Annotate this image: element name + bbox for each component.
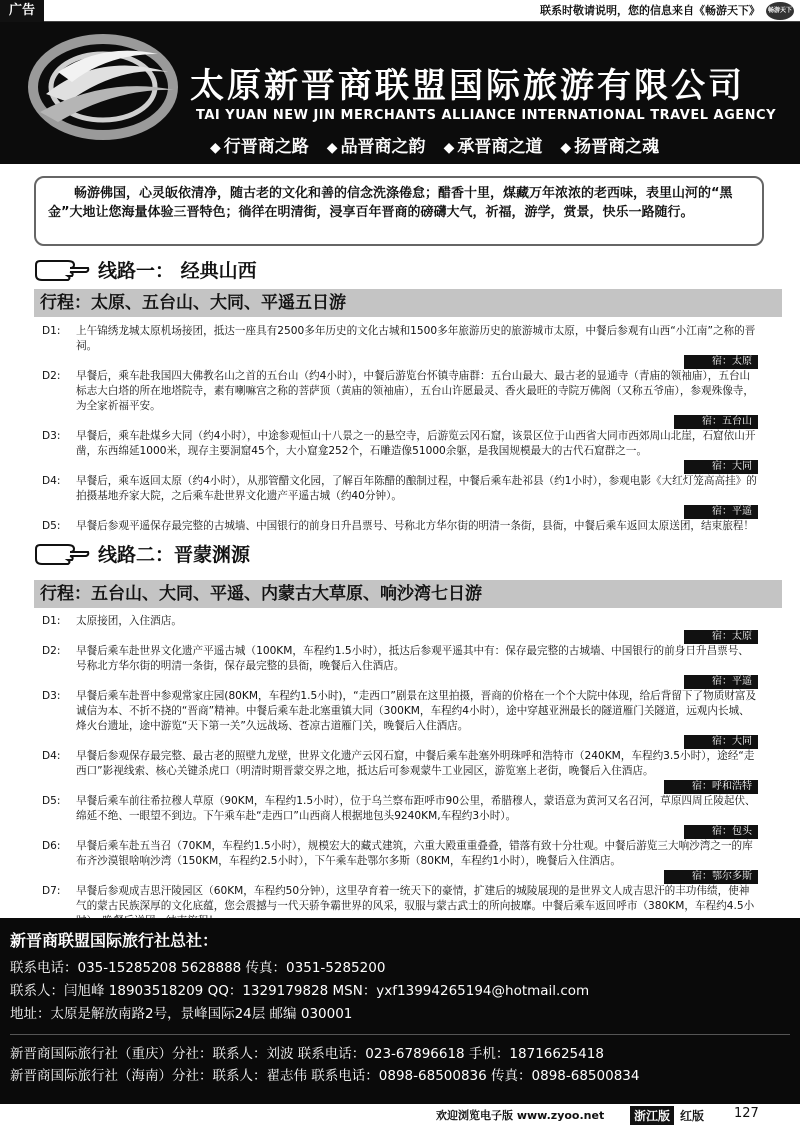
stay-badge-row xyxy=(76,354,758,369)
stay-badge-row xyxy=(76,824,758,839)
slogan-row xyxy=(210,132,659,157)
route1-title-text: 线路一： 经典山西 xyxy=(98,260,257,282)
slogan-item: ◆ 扬晋商之魂 xyxy=(560,132,659,157)
day-item xyxy=(34,839,762,884)
hq-phone: 联系电话：035-15285208 5628888 传真：0351-5285200 xyxy=(10,960,386,976)
day-text: 早餐后，乘车赴煤乡大同（约4小时），中途参观恒山十八景之一的悬空寺，后游览云冈石窟，该景区位于山西省大同市西郊周山北崖，石窟依山开凿，东西绵延1000米，现存主要洞窟45个，大小窟龛252个，石雕造像51000余躯，是我国规模最大的古代石窟群之一。 xyxy=(76,430,756,457)
day-text: 早餐后，乘车返回太原（约4小时），从那管醋文化园，了解百年陈醋的酿制过程，中餐后乘车赴祁县（约1小时），参观电影《大红灯笼高高挂》的拍摄基地乔家大院，之后乘车赴世界文化遗产平遥古城（约40分钟）。 xyxy=(76,475,757,502)
day-item xyxy=(34,794,762,839)
hq-contact: 联系人：闫旭峰 18903518209 QQ：1329179828 MSN：yxf13994265194@hotmail.com xyxy=(10,983,590,999)
day-description xyxy=(76,369,762,429)
day-description xyxy=(76,794,762,839)
stay-badge: 宿：鄂尔多斯 xyxy=(664,870,758,884)
pointing-hand-icon xyxy=(34,257,90,283)
stay-badge-row xyxy=(76,779,758,794)
company-header xyxy=(0,22,800,164)
slogan-item: ◆ 承晋商之道 xyxy=(444,132,543,157)
day-description xyxy=(76,749,762,794)
day-label: D6: xyxy=(42,840,61,852)
day-text: 早餐后乘车赴世界文化遗产平遥古城（100KM，车程约1.5小时），抵达后参观平遥其中有：保存最完整的古城墙、中国银行的前身日升昌票号、号称北方华尔街的明清一条街，保存最完整的县衙，晚餐后入住酒店。 xyxy=(76,645,749,672)
ad-label: 广告 xyxy=(0,0,44,22)
day-text: 早餐后，乘车赴我国四大佛教名山之首的五台山（约4小时），中餐后游览台怀镇寺庙群：五台山最大、最古老的显通寺（青庙的领袖庙），五台山标志大白塔的所在地塔院寺，素有喇嘛宫之称的菩萨顶（黄庙的领袖庙），五台山许愿最灵、香火最旺的寺院万佛阁（又称五爷庙），参观殊像寺，为全家祈福平安。 xyxy=(76,370,754,412)
slogan-item: ◆ 行晋商之路 xyxy=(210,132,309,157)
bottom-strip xyxy=(0,1104,800,1126)
day-label: D5: xyxy=(42,520,61,532)
day-item xyxy=(34,749,762,794)
day-description xyxy=(76,644,762,689)
route2-title-text: 线路二：晋蒙渊源 xyxy=(98,544,251,566)
region-badge: 浙江版 xyxy=(630,1106,674,1125)
day-description xyxy=(76,839,762,884)
stay-badge: 宿：平遥 xyxy=(684,675,758,689)
day-text: 早餐后参观成吉思汗陵园区（60KM，车程约50分钟），这里孕育着一统天下的豪情，扩建后的城陵展现的是世界文人成吉思汗的丰功伟绩，使神气的蒙古民族深厚的文化底蕴，您会震撼与一代天骄争霸世界的风采，驭服与蒙古武士的所向披靡。中餐后乘车返回呼市（380KM，车程约4.5小 xyxy=(76,885,755,912)
stay-badge: 宿：大同 xyxy=(684,460,758,474)
day-description xyxy=(76,689,762,749)
day-label: D4: xyxy=(42,750,61,762)
route1-title xyxy=(34,256,257,283)
day-text: 早餐后参观保存最完整、最古老的照壁九龙壁，世界文化遗产云冈石窟，中餐后乘车赴塞外明珠呼和浩特市（240KM，车程约3.5小时），途经“走西口”影视线索、核心关键杀虎口（明清时期晋蒙交界之地，抵达后可参观蒙牛工业园区，游览塞上老街，晚餐后入住酒店。 xyxy=(76,750,755,777)
route2-day-list xyxy=(34,614,762,929)
contact-footer xyxy=(0,918,800,1104)
company-name-cn: 太原新晋商联盟国际旅游有限公司 xyxy=(190,66,745,106)
stay-badge-row xyxy=(76,674,758,689)
hq-address: 地址：太原是解放南路2号，景峰国际24层 邮编 030001 xyxy=(10,1006,353,1022)
day-text: 早餐后参观平遥保存最完整的古城墙、中国银行的前身日升昌票号、号称北方华尔街的明清一条街，县衙，中餐后乘车返回太原送团，结束旅程！ xyxy=(76,520,754,532)
stay-badge: 宿：包头 xyxy=(684,825,758,839)
day-description xyxy=(76,519,762,534)
day-item xyxy=(34,324,762,369)
day-label: D3: xyxy=(42,690,61,702)
day-label: D2: xyxy=(42,645,61,657)
stay-badge: 宿：呼和浩特 xyxy=(664,780,758,794)
top-strip xyxy=(0,0,800,22)
browse-notice: 欢迎浏览电子版 www.zyoo.net xyxy=(436,1109,605,1122)
route2-itinerary: 行程：五台山、大同、平遥、内蒙古大草原、响沙湾七日游 xyxy=(34,580,782,608)
intro-box: 畅游佛国，心灵皈依清净，随古老的文化和善的信念洗涤倦怠；醋香十里，煤藏万年浓浓的老西味，表里山河的“黑金”大地让您海量体验三晋特色；徜徉在明清街，浸享百年晋商的磅礴大气，祈福，游学，赏景，快乐一路随行。 xyxy=(34,176,764,246)
stay-badge: 宿：太原 xyxy=(684,355,758,369)
day-item xyxy=(34,429,762,474)
source-notice: 联系时敬请说明，您的信息来自《畅游天下》 xyxy=(540,4,760,17)
company-emblem-icon xyxy=(28,32,178,142)
stay-badge-row xyxy=(76,629,758,644)
day-label: D5: xyxy=(42,795,61,807)
day-text: 早餐后乘车前往希拉穆人草原（90KM，车程约1.5小时），位于乌兰察布距呼市90公里，希腊穆人，蒙语意为黄河又名召河，草原四周丘陵起伏、绵延不绝、一眼望不到边。下午乘车赴“走西口”山西商人根据地包头9240KM,车程约3小时）。 xyxy=(76,795,756,822)
stay-badge-row xyxy=(76,504,758,519)
footer-divider xyxy=(10,1034,790,1035)
pointing-hand-icon xyxy=(34,541,90,567)
day-text: 早餐后乘车赴晋中参观常家庄园(80KM，车程约1.5小时)，“走西口”剧景在这里拍摄，晋商的价格在一个个大院中体现，给后背留下了物质财富及诚信为本、不折不挠的“晋商”精神。中餐后乘车赴北塞重镇大同（300KM，车程约4小时），途中穿越亚洲最长的隧道雁门关隧道，远观内长城、烽火台遗址，途中游览“天下第一关”久远战场、苍凉古道雁门关，晚餐后入住酒店。 xyxy=(76,690,757,732)
day-text: 早餐后乘车赴五当召（70KM，车程约1.5小时），规模宏大的藏式建筑，六重大殿重重叠叠，错落有致十分壮观。中餐后游览三大响沙湾之一的库布齐沙漠银啥响沙湾（150KM，车程约2.5小时），下午乘车赴鄂尔多斯（80KM，车程约1小时），晚餐后入住酒店。 xyxy=(76,840,753,867)
stay-badge: 宿：太原 xyxy=(684,630,758,644)
day-item xyxy=(34,644,762,689)
route1-itinerary: 行程：太原、五台山、大同、平遥五日游 xyxy=(34,289,782,317)
magazine-logo: 畅游天下 xyxy=(766,2,794,20)
page-number: 127 xyxy=(734,1106,759,1121)
day-item xyxy=(34,369,762,429)
branch-chongqing: 新晋商国际旅行社（重庆）分社：联系人：刘波 联系电话：023-67896618 手机：18716625418 xyxy=(10,1046,604,1062)
route1-day-list xyxy=(34,324,762,534)
stay-badge: 宿：平遥 xyxy=(684,505,758,519)
route2-title xyxy=(34,540,250,567)
day-label: D4: xyxy=(42,475,61,487)
day-label: D7: xyxy=(42,885,61,897)
stay-badge: 宿：大同 xyxy=(684,735,758,749)
day-label: D3: xyxy=(42,430,61,442)
day-item xyxy=(34,689,762,749)
stay-badge-row xyxy=(76,459,758,474)
day-item xyxy=(34,519,762,534)
day-label: D1: xyxy=(42,325,61,337)
stay-badge-row xyxy=(76,414,758,429)
day-description xyxy=(76,429,762,474)
company-name-en: TAI YUAN NEW JIN MERCHANTS ALLIANCE INTERNATIONAL TRAVEL AGENCY xyxy=(196,108,776,123)
hq-title: 新晋商联盟国际旅行社总社： xyxy=(10,931,219,950)
day-description xyxy=(76,474,762,519)
edition-label: 红版 xyxy=(680,1109,705,1123)
day-description xyxy=(76,614,762,644)
stay-badge-row xyxy=(76,869,758,884)
branch-hainan: 新晋商国际旅行社（海南）分社：联系人：翟志伟 联系电话：0898-68500836 传真：0898-68500834 xyxy=(10,1068,640,1084)
day-label: D1: xyxy=(42,615,61,627)
day-text: 太原接团，入住酒店。 xyxy=(76,615,182,627)
stay-badge-row xyxy=(76,734,758,749)
day-item xyxy=(34,614,762,644)
stay-badge: 宿：五台山 xyxy=(674,415,758,429)
day-item xyxy=(34,474,762,519)
day-text: 上午锦绣龙城太原机场接团，抵达一座具有2500多年历史的文化古城和1500多年旅游历史的旅游城市太原，中餐后参观有山西“小江南”之称的晋祠。 xyxy=(76,325,756,352)
day-description xyxy=(76,324,762,369)
slogan-item: ◆ 品晋商之韵 xyxy=(327,132,426,157)
day-label: D2: xyxy=(42,370,61,382)
